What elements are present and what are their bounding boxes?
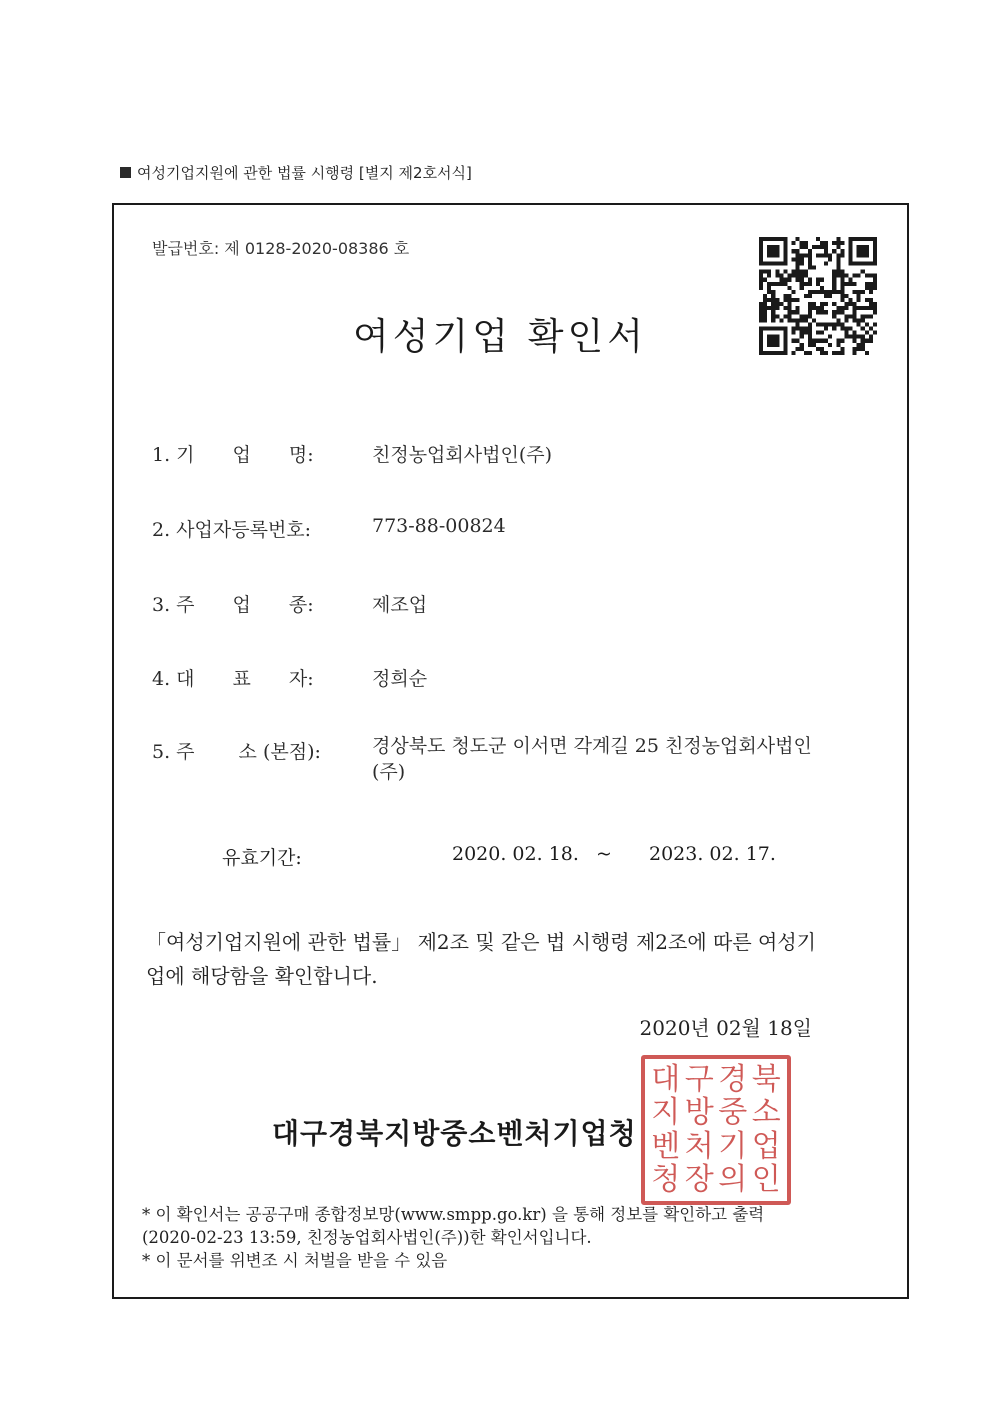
field-value-industry: 제조업 <box>372 594 428 616</box>
issuer-name: 대구경북지방중소벤처기업청 <box>272 1117 637 1150</box>
form-reference-text: 여성기업지원에 관한 법률 시행령 [별지 제2호서식] <box>137 164 472 182</box>
field-value-business-number: 773-88-00824 <box>372 515 506 537</box>
issue-number: 발급번호: 제 0128-2020-08386 호 <box>152 239 410 258</box>
seal-char: 소 <box>751 1095 781 1131</box>
seal-char: 중 <box>718 1095 748 1131</box>
footnote-line: (2020-02-23 13:59, 친정농업회사법인(주))한 확인서입니다. <box>142 1228 592 1247</box>
seal-char: 업 <box>751 1128 781 1164</box>
seal-char: 벤 <box>651 1128 681 1164</box>
seal-char: 장 <box>684 1162 714 1198</box>
seal-char: 북 <box>751 1061 781 1097</box>
field-label-business-number: 2. 사업자등록번호: <box>152 519 312 541</box>
seal-char: 방 <box>684 1095 714 1131</box>
field-label-industry: 3. 주 업 종: <box>152 594 314 616</box>
form-reference <box>120 162 472 183</box>
seal-char: 대 <box>651 1061 681 1097</box>
footnote-line: * 이 확인서는 공공구매 종합정보망(www.smpp.go.kr) 을 통해 정보를 확인하고 출력 <box>142 1205 765 1224</box>
validity-label: 유효기간: <box>222 847 302 869</box>
field-value-address: 경상북도 청도군 이서면 각계길 25 친정농업회사법인(주) <box>372 735 812 783</box>
field-value-company-name: 친정농업회사법인(주) <box>372 444 553 466</box>
validity-separator: ~ <box>596 843 612 865</box>
validity-from: 2020. 02. 18. <box>452 843 579 865</box>
seal-char: 구 <box>684 1061 714 1097</box>
footnotes <box>142 1203 842 1272</box>
seal-char: 의 <box>718 1162 748 1198</box>
seal-char: 지 <box>651 1095 681 1131</box>
seal-char: 경 <box>718 1061 748 1097</box>
official-seal <box>641 1055 791 1205</box>
field-label-company-name: 1. 기 업 명: <box>152 444 314 466</box>
field-label-address: 5. 주 소 (본점): <box>152 741 321 763</box>
seal-char: 청 <box>651 1162 681 1198</box>
seal-char: 기 <box>718 1128 748 1164</box>
seal-char: 인 <box>751 1162 781 1198</box>
issue-date: 2020년 02월 18일 <box>639 1016 812 1040</box>
validity-to: 2023. 02. 17. <box>649 843 776 865</box>
field-value-representative: 정희순 <box>372 668 428 690</box>
document-title: 여성기업 확인서 <box>353 315 647 358</box>
confirmation-statement: 「여성기업지원에 관한 법률」 제2조 및 같은 법 시행령 제2조에 따른 여성기업에 해당함을 확인합니다. <box>146 930 816 988</box>
seal-char: 처 <box>684 1128 714 1164</box>
square-bullet-icon <box>120 167 131 178</box>
footnote-line: * 이 문서를 위변조 시 처벌을 받을 수 있음 <box>142 1251 448 1270</box>
field-label-representative: 4. 대 표 자: <box>152 668 314 690</box>
